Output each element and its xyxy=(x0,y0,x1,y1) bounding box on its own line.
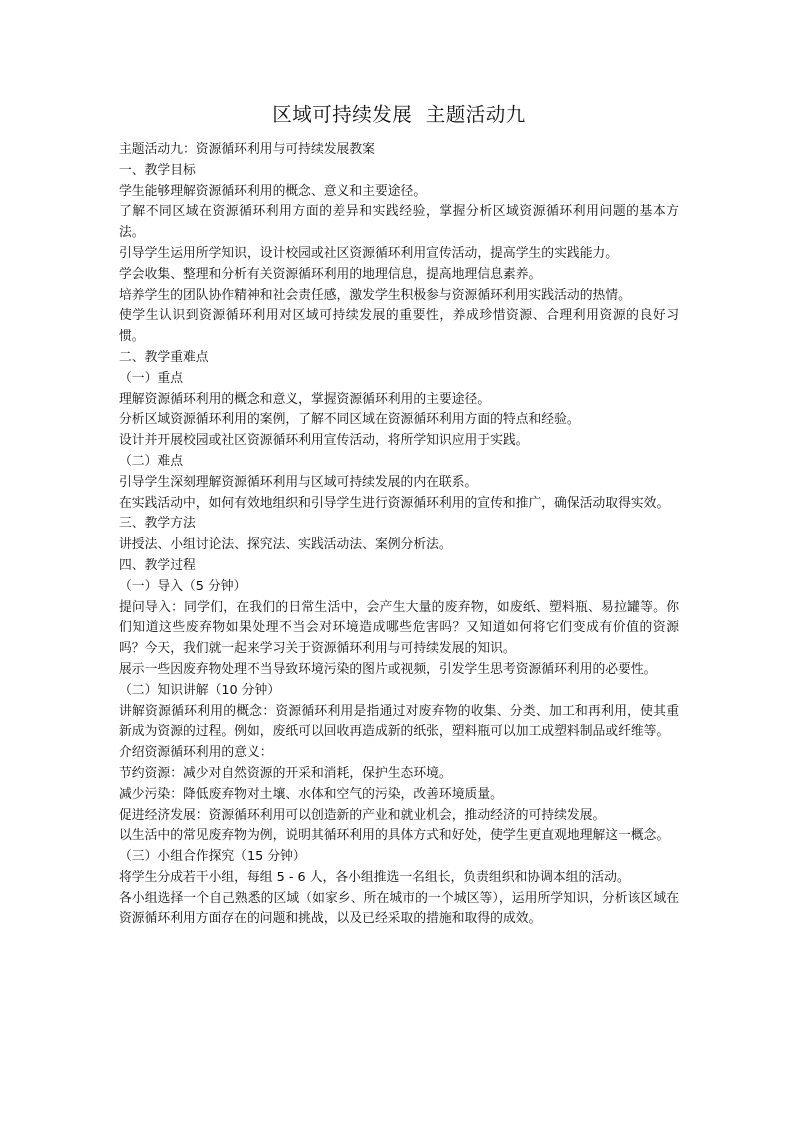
paragraph: 三、教学方法 xyxy=(119,516,196,532)
paragraph: 减少污染：降低废弃物对土壤、水体和空气的污染，改善环境质量。 xyxy=(119,786,503,802)
paragraph: 讲解资源循环利用的概念：资源循环利用是指通过对废弃物的收集、分类、加工和再利用，使其重新成为资源的过程。例如，废纸可以回收再造成新的纸张，塑料瓶可以加工成塑料制品或纤维等。 xyxy=(119,703,679,740)
paragraph: 促进经济发展：资源循环利用可以创造新的产业和就业机会，推动经济的可持续发展。 xyxy=(119,807,606,823)
paragraph: 介绍资源循环利用的意义： xyxy=(119,745,273,761)
paragraph: （一）导入（5 分钟） xyxy=(119,578,247,594)
paragraph: 学会收集、整理和分析有关资源循环利用的地理信息，提高地理信息素养。 xyxy=(119,266,542,282)
paragraph: （一）重点 xyxy=(119,370,183,386)
document-body xyxy=(119,140,679,930)
paragraph: 设计并开展校园或社区资源循环利用宣传活动，将所学知识应用于实践。 xyxy=(119,433,529,449)
paragraph: 四、教学过程 xyxy=(119,557,196,573)
paragraph: 使学生认识到资源循环利用对区域可持续发展的重要性，养成珍惜资源、合理利用资源的良好习惯。 xyxy=(119,308,679,345)
paragraph: （三）小组合作探究（15 分钟） xyxy=(119,849,306,865)
paragraph: 引导学生运用所学知识，设计校园或社区资源循环利用宣传活动，提高学生的实践能力。 xyxy=(119,245,619,261)
paragraph: 展示一些因废弃物处理不当导致环境污染的图片或视频，引发学生思考资源循环利用的必要性。 xyxy=(119,661,657,677)
paragraph: 学生能够理解资源循环利用的概念、意义和主要途径。 xyxy=(119,183,427,199)
paragraph: （二）知识讲解（10 分钟） xyxy=(119,682,281,698)
paragraph: 了解不同区域在资源循环利用方面的差异和实践经验，掌握分析区域资源循环利用问题的基本方法。 xyxy=(119,204,679,241)
paragraph: 节约资源：减少对自然资源的开采和消耗，保护生态环境。 xyxy=(119,765,452,781)
paragraph: 理解资源循环利用的概念和意义，掌握资源循环利用的主要途径。 xyxy=(119,391,491,407)
paragraph: 二、教学重难点 xyxy=(119,349,209,365)
paragraph: 主题活动九：资源循环利用与可持续发展教案 xyxy=(119,142,375,157)
paragraph: 在实践活动中，如何有效地组织和引导学生进行资源循环利用的宣传和推广，确保活动取得实效。 xyxy=(119,495,670,511)
paragraph: 各小组选择一个自己熟悉的区域（如家乡、所在城市的一个城区等），运用所学知识，分析该区域在资源循环利用方面存在的问题和挑战，以及已经采取的措施和取得的成效。 xyxy=(119,890,679,927)
paragraph: 引导学生深刻理解资源循环利用与区域可持续发展的内在联系。 xyxy=(119,474,478,490)
document-page xyxy=(119,100,679,930)
document-title: 区域可持续发展 主题活动九 xyxy=(272,103,526,126)
paragraph: 一、教学目标 xyxy=(119,162,196,178)
paragraph: 以生活中的常见废弃物为例，说明其循环利用的具体方式和好处，使学生更直观地理解这一概念。 xyxy=(119,828,670,844)
paragraph: 培养学生的团队协作精神和社会责任感，激发学生积极参与资源循环利用实践活动的热情。 xyxy=(119,287,631,303)
paragraph: 讲授法、小组讨论法、探究法、实践活动法、案例分析法。 xyxy=(119,537,452,553)
paragraph: 提问导入：同学们，在我们的日常生活中，会产生大量的废弃物，如废纸、塑料瓶、易拉罐等。你们知道这些废弃物如果处理不当会对环境造成哪些危害吗？又知道如何将它们变成有价值的资源吗？今天，我们就一起来学习关于资源循环利用与可持续发展的知识。 xyxy=(119,599,679,657)
paragraph: （二）难点 xyxy=(119,453,183,469)
paragraph: 分析区域资源循环利用的案例，了解不同区域在资源循环利用方面的特点和经验。 xyxy=(119,412,580,428)
paragraph: 将学生分成若干小组，每组 5 - 6 人，各小组推选一名组长，负责组织和协调本组的活动。 xyxy=(119,869,630,885)
